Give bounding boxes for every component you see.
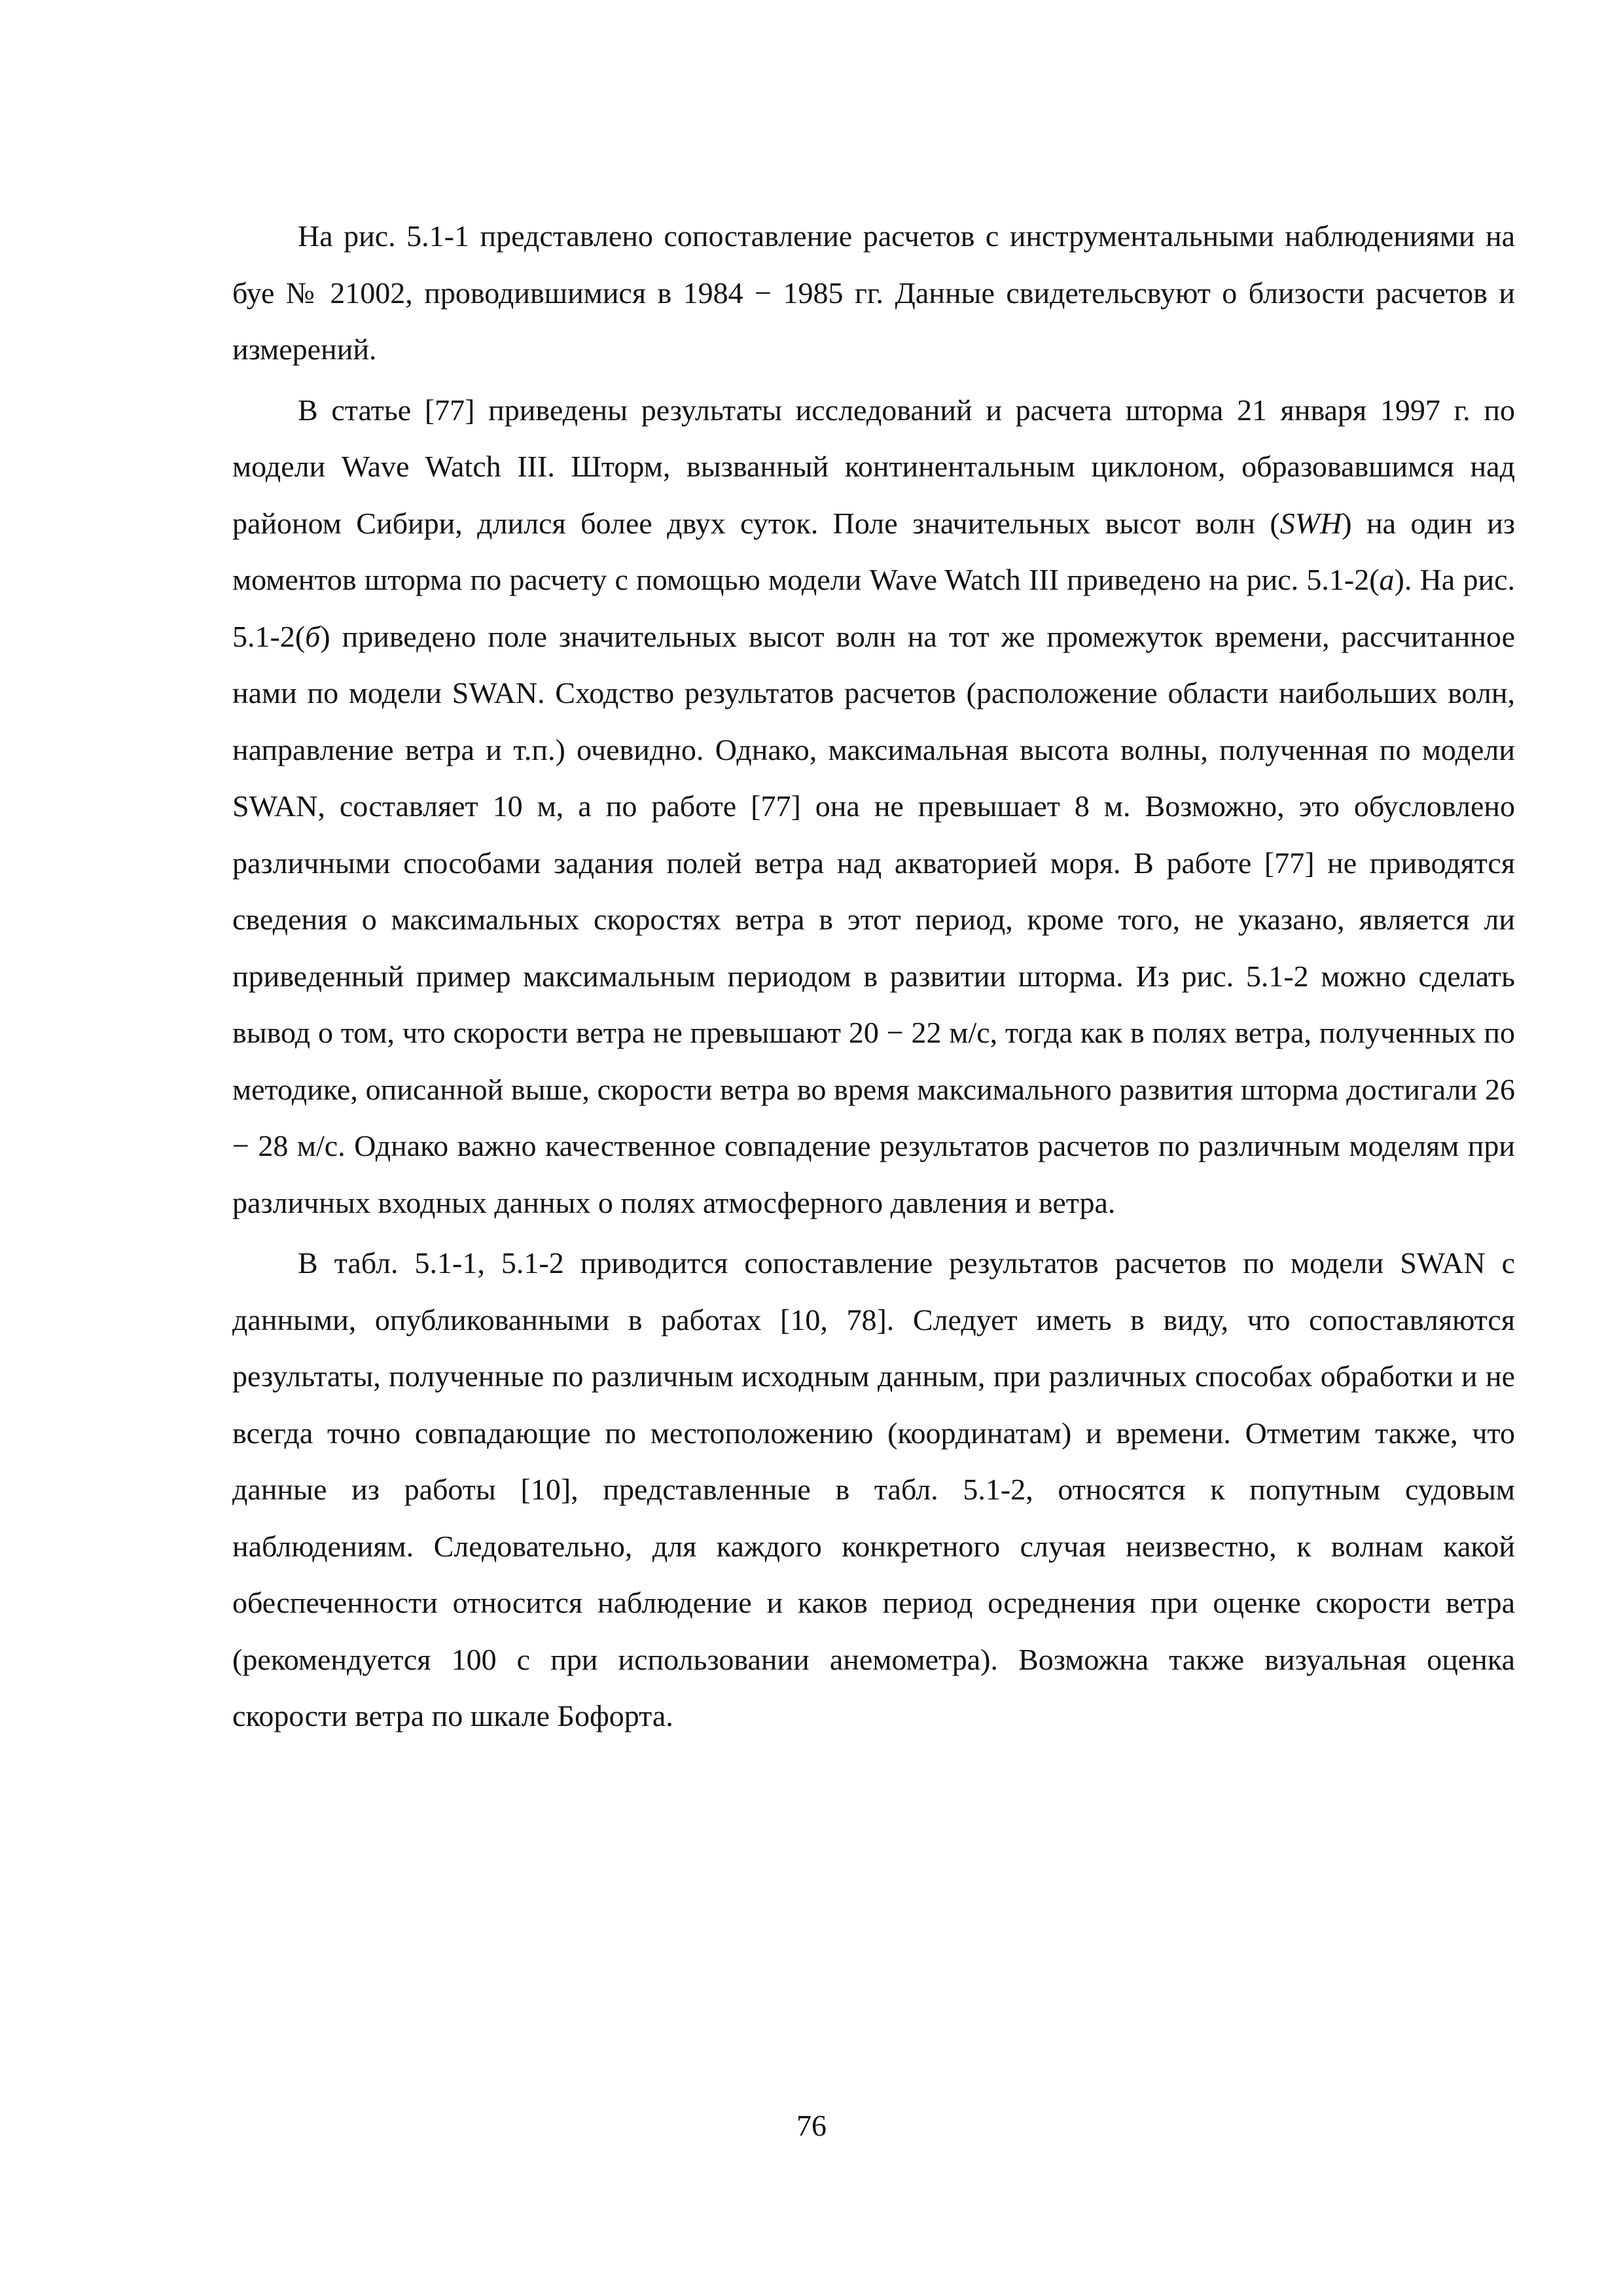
paragraph-storm-study	[232, 382, 1515, 1232]
page-number: 76	[796, 2109, 827, 2142]
figure-panel-b: б	[305, 619, 321, 653]
paragraph-text: ). На рис. 5.1-2(	[232, 563, 1515, 653]
paragraph-text: В табл. 5.1-1, 5.1-2 приводится сопоставление результатов расчетов по модели SWAN с данными, опубликованными в работах [10, 78]. Следует иметь в виду, что сопоставляются результаты, полученные по различным исходным данным, при различных способах обработки и не всегда точно совпадающие по местоположению (координатам) и времени. Отметим также, что данные из работы [10], представленные в табл. 5.1-2, относятся к попутным судовым наблюдениям. Следовательно, для каждого конкретного случая неизвестно, к волнам какой обеспеченности относится наблюдение и каков период осреднения при оценке скорости ветра (рекомендуется 100 с при использовании анемометра). Возможна также визуальная оценка скорости ветра по шкале Бофорта.	[232, 1246, 1515, 1732]
paragraph-text: На рис. 5.1-1 представлено сопоставление расчетов с инструментальными наблюдениями на буе № 21002, проводившимися в 1984 − 1985 гг. Данные свидетельсвуют о близости расчетов и измерений.	[232, 219, 1515, 366]
paragraph-text: ) приведено поле значительных высот волн на тот же промежуток времени, рассчитанное нами по модели SWAN. Сходство результатов расчетов (расположение области наибольших волн, направление ветра и т.п.) очевидно. Однако, максимальная высота волны, полученная по модели SWAN, составляет 10 м, а по работе [77] она не превышает 8 м. Возможно, это обусловлено различными способами задания полей ветра над акваторией моря. В работе [77] не приводятся сведения о максимальных скоростях ветра в этот период, кроме того, не указано, является ли приведенный пример максимальным периодом в развитии шторма. Из рис. 5.1-2 можно сделать вывод о том, что скорости ветра не превышают 20 − 22 м/с, тогда как в полях ветра, полученных по методике, описанной выше, скорости ветра во время максимального развития шторма достигали 26 − 28 м/с. Однако важно качественное совпадение результатов расчетов по различным моделям при различных входных данных о полях атмосферного давления и ветра.	[232, 619, 1515, 1219]
paragraph-text: ) на один из моментов шторма по расчету с помощью модели Wave Watch III приведено на рис. 5.1-2(	[232, 506, 1515, 596]
paragraph-table-comparison	[232, 1235, 1515, 1745]
paragraph-buoy-comparison	[232, 208, 1515, 378]
body-text	[232, 208, 1515, 1745]
swh-abbreviation: SWH	[1279, 506, 1342, 540]
paragraph-text: В статье [77] приведены результаты исследований и расчета шторма 21 января 1997 г. по модели Wave Watch III. Шторм, вызванный континентальным циклоном, образовавшимся над районом Сибири, длился более двух суток. Поле значительных высот волн (	[232, 393, 1515, 540]
figure-panel-a: а	[1379, 563, 1395, 596]
